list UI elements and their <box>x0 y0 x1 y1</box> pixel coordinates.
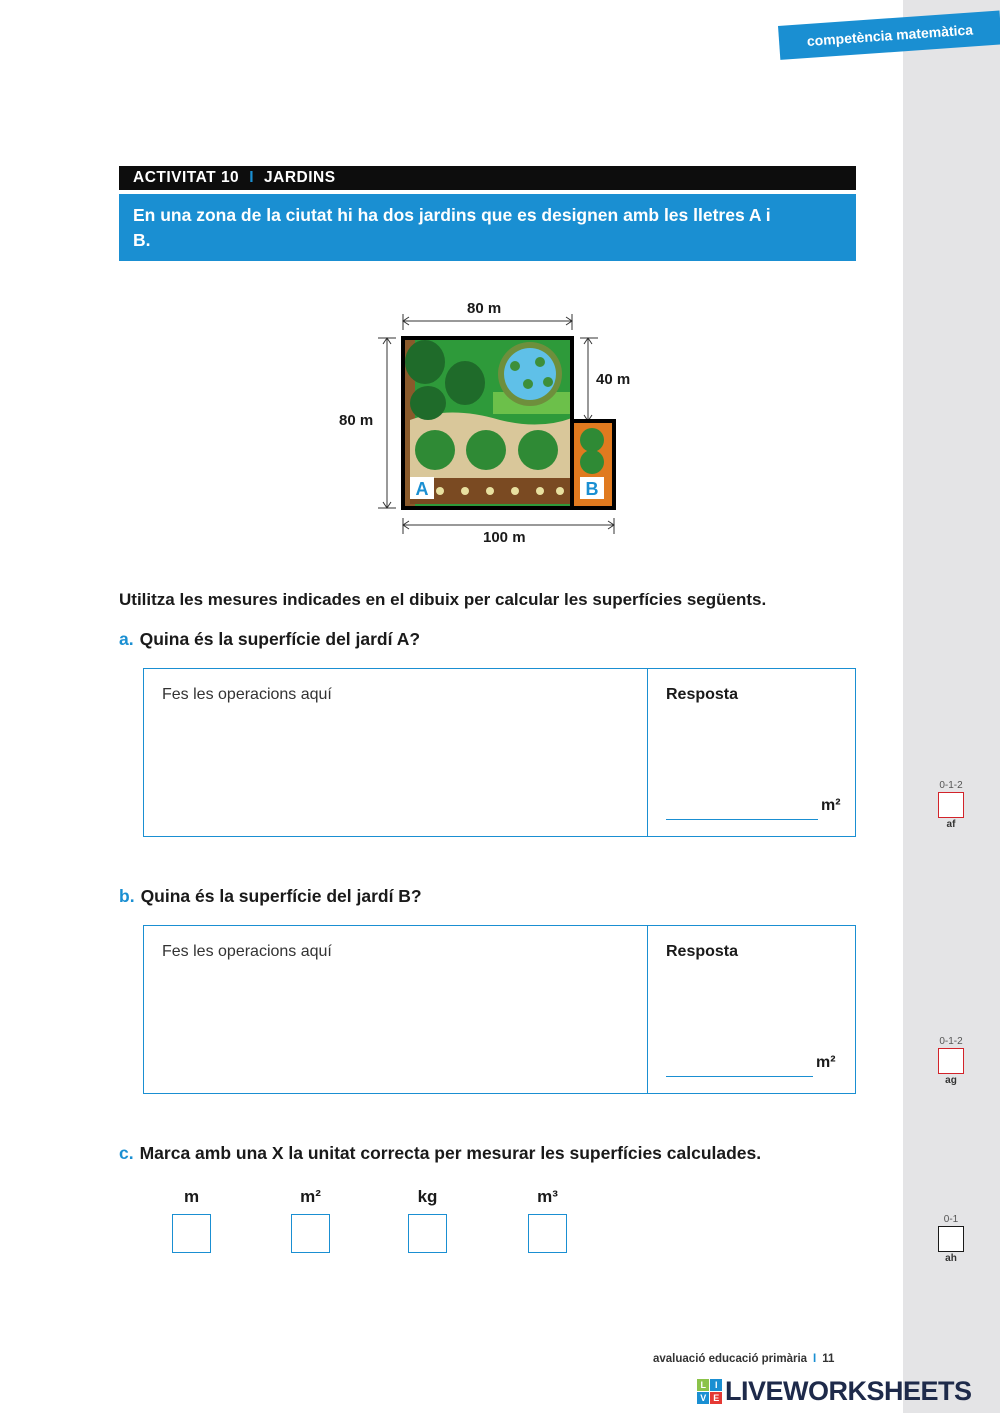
answer-input-a[interactable] <box>666 819 818 820</box>
score-code: af <box>946 819 956 830</box>
unit-option-m3 <box>528 1187 567 1253</box>
garden-diagram <box>330 295 640 550</box>
footer-text: avaluació educació primària <box>653 1353 808 1365</box>
question-a-text: Quina és la superfície del jardí A? <box>139 629 421 649</box>
label-top-width: 80 m <box>467 300 502 317</box>
question-a <box>119 629 420 650</box>
unit-checkbox-kg[interactable] <box>408 1214 447 1253</box>
score-ah <box>938 1214 964 1264</box>
score-range: 0-1 <box>943 1214 959 1225</box>
answer-input-b[interactable] <box>666 1076 813 1077</box>
score-box-ah[interactable] <box>938 1226 964 1252</box>
score-af <box>938 780 964 830</box>
score-code: ag <box>945 1075 957 1086</box>
label-bottom-width: 100 m <box>483 529 526 546</box>
page-footer <box>653 1353 834 1365</box>
activity-title: JARDINS <box>264 169 336 186</box>
page-number: 11 <box>822 1353 835 1365</box>
unit-option-label: m <box>183 1187 200 1206</box>
answer-box-divider <box>647 926 648 1093</box>
unit-checkbox-m2[interactable] <box>291 1214 330 1253</box>
answer-label-b: Resposta <box>666 943 739 960</box>
unit-option-label: m² <box>300 1187 321 1206</box>
score-range: 0-1-2 <box>939 1036 963 1047</box>
answer-label-a: Resposta <box>666 686 739 703</box>
logo-letter: V <box>697 1392 709 1404</box>
question-b-letter: b. <box>119 886 135 906</box>
right-margin-strip <box>903 0 1000 1413</box>
logo-letter: E <box>710 1392 722 1404</box>
logo-letter: I <box>710 1379 722 1391</box>
brand-name: LIVEWORKSHEETS <box>725 1376 972 1406</box>
unit-option-kg <box>408 1187 447 1253</box>
activity-separator: I <box>249 169 254 186</box>
score-code: ah <box>945 1253 957 1264</box>
unit-option-m2 <box>291 1187 330 1253</box>
unit-option-label: kg <box>417 1187 438 1206</box>
answer-box-divider <box>647 669 648 836</box>
activity-header <box>119 166 856 190</box>
question-c-letter: c. <box>119 1143 134 1163</box>
score-ag <box>938 1036 964 1086</box>
instruction-text: Utilitza les mesures indicades en el dibuix per calcular les superfícies següents. <box>119 590 767 609</box>
score-range: 0-1-2 <box>939 780 963 791</box>
question-c-text: Marca amb una X la unitat correcta per mesurar les superfícies calculades. <box>139 1143 762 1163</box>
answer-box-a <box>143 668 856 837</box>
score-box-ag[interactable] <box>938 1048 964 1074</box>
competence-tag: competència matemàtica <box>778 11 1000 60</box>
activity-intro: En una zona de la ciutat hi ha dos jardins que es designen amb les lletres A i B. <box>119 194 856 261</box>
question-c <box>119 1143 761 1164</box>
answer-box-b <box>143 925 856 1094</box>
label-left-height: 80 m <box>339 412 374 429</box>
liveworksheets-logo-icon <box>697 1379 722 1404</box>
operations-area-a[interactable]: Fes les operacions aquí <box>162 686 332 703</box>
question-a-letter: a. <box>119 629 134 649</box>
operations-area-b[interactable]: Fes les operacions aquí <box>162 943 332 960</box>
question-b-text: Quina és la superfície del jardí B? <box>140 886 422 906</box>
unit-checkbox-m[interactable] <box>172 1214 211 1253</box>
unit-option-m <box>172 1187 211 1253</box>
answer-unit-b: m² <box>816 1054 836 1071</box>
footer-separator: I <box>813 1353 817 1365</box>
garden-b-label: B <box>585 479 599 499</box>
answer-unit-a: m² <box>821 797 841 814</box>
question-b <box>119 886 422 907</box>
activity-number: ACTIVITAT 10 <box>133 169 240 186</box>
garden-a-label: A <box>415 479 429 499</box>
liveworksheets-brand <box>697 1376 972 1407</box>
logo-letter: L <box>697 1379 709 1391</box>
score-box-af[interactable] <box>938 792 964 818</box>
label-right-offset: 40 m <box>596 371 631 388</box>
unit-option-label: m³ <box>537 1187 558 1206</box>
unit-checkbox-m3[interactable] <box>528 1214 567 1253</box>
